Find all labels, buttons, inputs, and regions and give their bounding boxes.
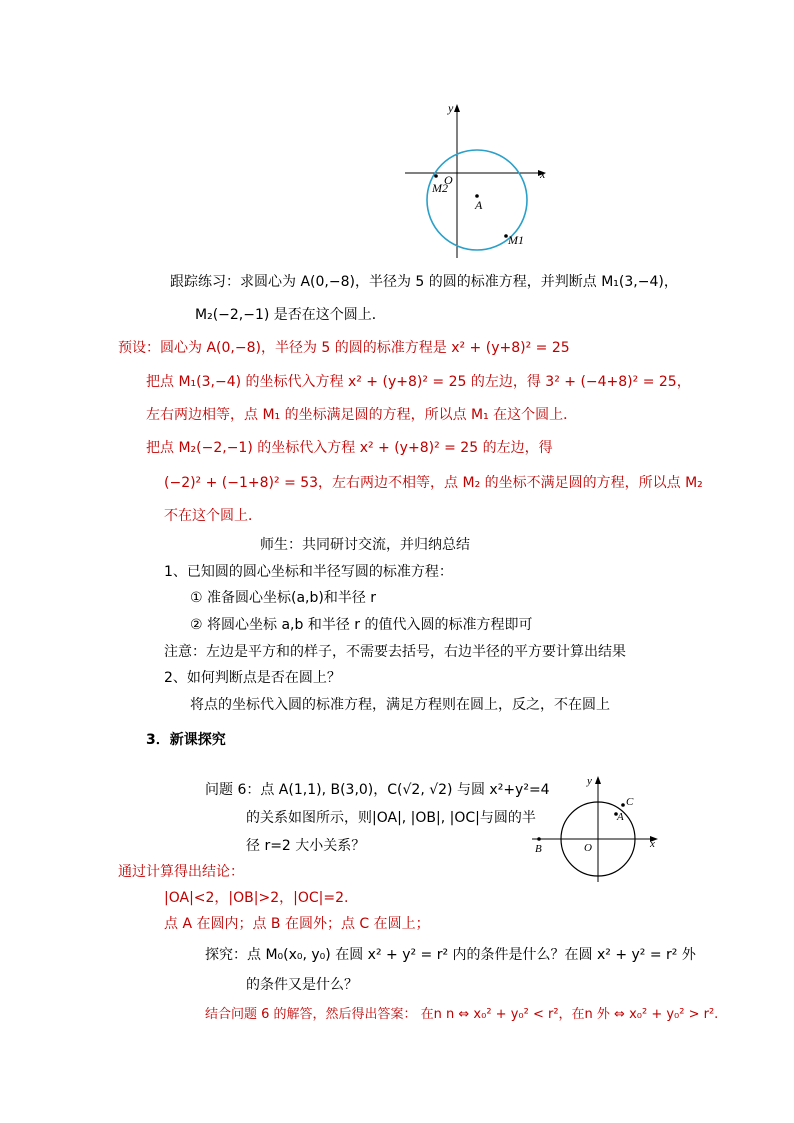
explore-line-1: 探究：点 M₀(x₀, y₀) 在圆 x² + y² = r² 内的条件是什么？在圆 x² + y² = r² 外 xyxy=(205,947,696,963)
summary-answer-2: 将点的坐标代入圆的标准方程，满足方程则在圆上，反之，不在圆上 xyxy=(190,697,610,713)
point-c-label: C xyxy=(626,796,634,808)
section-3-title: 3．新课探究 xyxy=(146,732,226,748)
y-label: y xyxy=(448,101,454,115)
summary-item-2: 2、如何判断点是否在圆上？ xyxy=(164,670,341,686)
summary-intro: 师生：共同研讨交流，并归纳总结 xyxy=(260,537,470,553)
point-c xyxy=(621,803,625,807)
y-label: y xyxy=(587,775,592,787)
point-b xyxy=(537,837,541,841)
point-m2-label: M2 xyxy=(432,181,448,195)
x-label: x xyxy=(650,838,655,850)
explore-line-3: 结合问题 6 的解答，然后得出答案： 在n n ⇔ x₀² + y₀² < r²，在n 外 ⇔ x₀² + y₀² > r². xyxy=(205,1007,719,1022)
conclusion-heading: 通过计算得出结论： xyxy=(118,864,244,880)
circle-figure-1 xyxy=(400,100,560,260)
point-m2 xyxy=(434,174,438,178)
preset-line-3: 左右两边相等，点 M₁ 的坐标满足圆的方程，所以点 M₁ 在这个圆上． xyxy=(146,407,578,423)
point-a-label: A xyxy=(475,198,483,212)
point-b-label: B xyxy=(535,843,542,855)
y-axis-arrow xyxy=(595,776,601,784)
preset-line-4: 把点 M₂(−2,−1) 的坐标代入方程 x² + (y+8)² = 25 的左边，得 xyxy=(146,440,553,456)
problem6-line-2: 的关系如图所示，则|OA|, |OB|, |OC|与圆的半 xyxy=(246,810,536,826)
problem6-line-3: 径 r=2 大小关系？ xyxy=(246,838,366,854)
summary-item-1: 1、已知圆的圆心坐标和半径写圆的标准方程： xyxy=(164,564,453,580)
preset-line-2: 把点 M₁(3,−4) 的坐标代入方程 x² + (y+8)² = 25 的左边，得 3² + (−4+8)² = 25， xyxy=(146,374,691,390)
summary-step-2: ② 将圆心坐标 a,b 和半径 r 的值代入圆的标准方程即可 xyxy=(190,617,533,633)
conclusion-values: |OA|<2，|OB|>2，|OC|=2. xyxy=(164,890,349,906)
summary-note: 注意：左边是平方和的样子，不需要去括号，右边半径的平方要计算出结果 xyxy=(164,644,626,660)
point-m1-label: M1 xyxy=(508,233,524,247)
origin-label: O xyxy=(584,842,592,854)
summary-step-1: ① 准备圆心坐标(a,b)和半径 r xyxy=(190,590,377,606)
preset-line-1: 预设：圆心为 A(0,−8)，半径为 5 的圆的标准方程是 x² + (y+8)² = 25 xyxy=(118,340,570,356)
preset-line-6: 不在这个圆上． xyxy=(164,508,262,524)
y-axis-arrow xyxy=(454,104,460,112)
x-label: x xyxy=(540,167,546,181)
problem6-line-1: 问题 6：点 A(1,1), B(3,0)，C(√2, √2) 与圆 x²+y²=4 xyxy=(205,782,550,798)
practice-line-2: M₂(−2,−1) 是否在这个圆上． xyxy=(195,307,386,323)
origin-label: O xyxy=(444,173,453,187)
point-a-label: A xyxy=(617,811,624,823)
practice-line-1: 跟踪练习：求圆心为 A(0,−8)，半径为 5 的圆的标准方程，并判断点 M₁(3,−4)， xyxy=(170,274,678,290)
preset-line-5: (−2)² + (−1+8)² = 53，左右两边不相等，点 M₂ 的坐标不满足圆的方程，所以点 M₂ xyxy=(164,475,703,491)
circle-figure-2 xyxy=(528,772,664,884)
conclusion-positions: 点 A 在圆内；点 B 在圆外；点 C 在圆上； xyxy=(164,916,430,932)
explore-line-2: 的条件又是什么？ xyxy=(246,977,358,993)
